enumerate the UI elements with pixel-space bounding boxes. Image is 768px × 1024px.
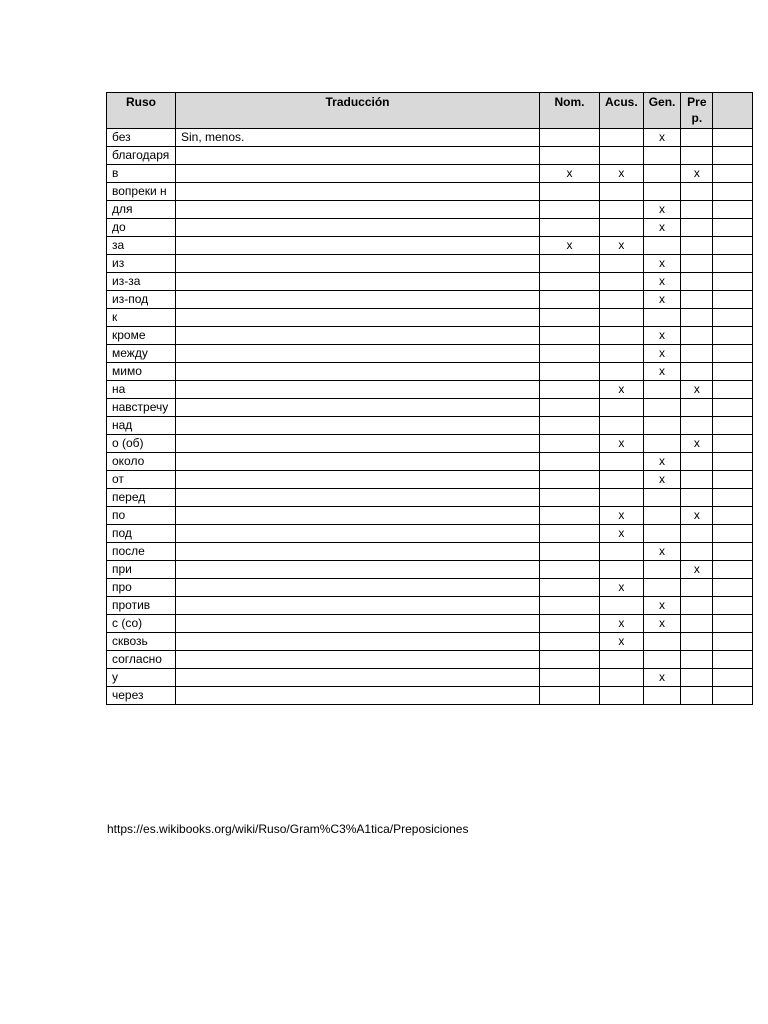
- cell-ruso: благодаря: [107, 147, 176, 165]
- cell-ruso: для: [107, 201, 176, 219]
- cell-prep: [681, 687, 713, 705]
- cell-nom: [540, 525, 600, 543]
- cell-trad: [176, 669, 540, 687]
- cell-ruso: навстречу: [107, 399, 176, 417]
- cell-trad: [176, 219, 540, 237]
- cell-ruso: над: [107, 417, 176, 435]
- table-header-row: [107, 93, 753, 129]
- cell-acus: [600, 687, 644, 705]
- table-row: [107, 435, 753, 453]
- cell-ruso: между: [107, 345, 176, 363]
- cell-prep: [681, 219, 713, 237]
- cell-gen: x: [643, 345, 681, 363]
- cell-gen: [643, 147, 681, 165]
- cell-acus: [600, 561, 644, 579]
- cell-prep: [681, 147, 713, 165]
- cell-trad: [176, 345, 540, 363]
- cell-prep: x: [681, 435, 713, 453]
- cell-trad: [176, 597, 540, 615]
- cell-acus: [600, 147, 644, 165]
- cell-prep: [681, 129, 713, 147]
- cell-nom: [540, 291, 600, 309]
- cell-acus: [600, 597, 644, 615]
- cell-trad: [176, 525, 540, 543]
- cell-nom: [540, 399, 600, 417]
- cell-extra: [713, 561, 753, 579]
- cell-prep: x: [681, 507, 713, 525]
- table-row: [107, 615, 753, 633]
- cell-extra: [713, 453, 753, 471]
- cell-gen: [643, 561, 681, 579]
- cell-nom: [540, 543, 600, 561]
- cell-extra: [713, 543, 753, 561]
- cell-extra: [713, 651, 753, 669]
- cell-prep: [681, 579, 713, 597]
- cell-prep: [681, 543, 713, 561]
- cell-prep: [681, 471, 713, 489]
- cell-trad: [176, 687, 540, 705]
- cell-extra: [713, 309, 753, 327]
- cell-ruso: по: [107, 507, 176, 525]
- cell-trad: [176, 381, 540, 399]
- cell-extra: [713, 381, 753, 399]
- cell-acus: [600, 183, 644, 201]
- cell-acus: [600, 669, 644, 687]
- cell-ruso: после: [107, 543, 176, 561]
- cell-acus: x: [600, 507, 644, 525]
- cell-prep: [681, 417, 713, 435]
- header-nom: Nom.: [540, 93, 600, 129]
- cell-trad: [176, 615, 540, 633]
- cell-prep: [681, 633, 713, 651]
- cell-prep: [681, 345, 713, 363]
- cell-nom: [540, 381, 600, 399]
- cell-trad: [176, 201, 540, 219]
- cell-prep: [681, 183, 713, 201]
- cell-extra: [713, 669, 753, 687]
- table-row: [107, 399, 753, 417]
- cell-ruso: из: [107, 255, 176, 273]
- cell-prep: x: [681, 381, 713, 399]
- cell-acus: [600, 291, 644, 309]
- cell-acus: [600, 417, 644, 435]
- table-row: [107, 291, 753, 309]
- cell-extra: [713, 129, 753, 147]
- cell-nom: [540, 201, 600, 219]
- cell-acus: [600, 309, 644, 327]
- cell-nom: [540, 435, 600, 453]
- cell-gen: x: [643, 453, 681, 471]
- table-row: [107, 579, 753, 597]
- cell-nom: [540, 597, 600, 615]
- table-row: [107, 165, 753, 183]
- cell-gen: x: [643, 597, 681, 615]
- cell-trad: [176, 363, 540, 381]
- cell-trad: [176, 489, 540, 507]
- cell-trad: [176, 417, 540, 435]
- cell-ruso: кроме: [107, 327, 176, 345]
- table-row: [107, 651, 753, 669]
- table-row: [107, 489, 753, 507]
- cell-trad: [176, 435, 540, 453]
- cell-extra: [713, 597, 753, 615]
- cell-ruso: сквозь: [107, 633, 176, 651]
- cell-gen: x: [643, 255, 681, 273]
- cell-gen: [643, 489, 681, 507]
- cell-prep: [681, 237, 713, 255]
- table-row: [107, 453, 753, 471]
- cell-prep: [681, 615, 713, 633]
- cell-gen: x: [643, 273, 681, 291]
- cell-acus: [600, 471, 644, 489]
- cell-prep: [681, 597, 713, 615]
- table-row: [107, 363, 753, 381]
- cell-gen: [643, 651, 681, 669]
- cell-ruso: через: [107, 687, 176, 705]
- cell-prep: [681, 201, 713, 219]
- cell-gen: [643, 165, 681, 183]
- cell-acus: [600, 219, 644, 237]
- header-extra: [713, 93, 753, 129]
- cell-trad: [176, 561, 540, 579]
- cell-gen: [643, 435, 681, 453]
- cell-nom: [540, 471, 600, 489]
- cell-ruso: мимо: [107, 363, 176, 381]
- cell-gen: [643, 579, 681, 597]
- cell-acus: x: [600, 165, 644, 183]
- cell-ruso: при: [107, 561, 176, 579]
- cell-nom: [540, 453, 600, 471]
- cell-extra: [713, 273, 753, 291]
- cell-ruso: до: [107, 219, 176, 237]
- cell-gen: x: [643, 363, 681, 381]
- cell-trad: [176, 237, 540, 255]
- cell-gen: x: [643, 327, 681, 345]
- table-row: [107, 327, 753, 345]
- cell-gen: [643, 399, 681, 417]
- cell-trad: [176, 633, 540, 651]
- cell-gen: [643, 381, 681, 399]
- cell-prep: [681, 669, 713, 687]
- cell-extra: [713, 417, 753, 435]
- cell-nom: [540, 507, 600, 525]
- cell-gen: [643, 183, 681, 201]
- cell-nom: [540, 561, 600, 579]
- cell-prep: [681, 453, 713, 471]
- table-row: [107, 633, 753, 651]
- cell-nom: [540, 345, 600, 363]
- cell-prep: [681, 291, 713, 309]
- source-url: https://es.wikibooks.org/wiki/Ruso/Gram%C3%A1tica/Preposiciones: [107, 822, 469, 836]
- cell-acus: x: [600, 579, 644, 597]
- cell-acus: [600, 273, 644, 291]
- cell-gen: x: [643, 615, 681, 633]
- cell-nom: [540, 651, 600, 669]
- cell-acus: [600, 453, 644, 471]
- cell-ruso: из-под: [107, 291, 176, 309]
- cell-trad: [176, 273, 540, 291]
- prepositions-table: [106, 92, 753, 705]
- cell-nom: x: [540, 237, 600, 255]
- table-row: [107, 219, 753, 237]
- cell-acus: x: [600, 633, 644, 651]
- cell-nom: [540, 615, 600, 633]
- cell-trad: [176, 453, 540, 471]
- cell-extra: [713, 345, 753, 363]
- cell-trad: [176, 183, 540, 201]
- cell-prep: [681, 525, 713, 543]
- cell-nom: [540, 327, 600, 345]
- cell-nom: [540, 633, 600, 651]
- cell-extra: [713, 363, 753, 381]
- cell-nom: [540, 579, 600, 597]
- table-row: [107, 255, 753, 273]
- cell-trad: [176, 165, 540, 183]
- cell-trad: [176, 471, 540, 489]
- cell-ruso: с (со): [107, 615, 176, 633]
- cell-extra: [713, 255, 753, 273]
- cell-extra: [713, 507, 753, 525]
- table-row: [107, 669, 753, 687]
- cell-gen: x: [643, 219, 681, 237]
- cell-extra: [713, 201, 753, 219]
- cell-extra: [713, 291, 753, 309]
- header-traduccion: Traducción: [176, 93, 540, 129]
- cell-nom: [540, 363, 600, 381]
- table-row: [107, 543, 753, 561]
- table-row: [107, 183, 753, 201]
- cell-nom: [540, 129, 600, 147]
- header-gen: Gen.: [643, 93, 681, 129]
- cell-extra: [713, 219, 753, 237]
- cell-ruso: без: [107, 129, 176, 147]
- cell-ruso: у: [107, 669, 176, 687]
- cell-ruso: о (об): [107, 435, 176, 453]
- cell-extra: [713, 399, 753, 417]
- cell-extra: [713, 579, 753, 597]
- cell-gen: [643, 309, 681, 327]
- cell-gen: x: [643, 201, 681, 219]
- cell-trad: [176, 327, 540, 345]
- cell-nom: [540, 417, 600, 435]
- cell-prep: [681, 399, 713, 417]
- cell-extra: [713, 327, 753, 345]
- cell-ruso: за: [107, 237, 176, 255]
- cell-gen: x: [643, 291, 681, 309]
- table-body: [107, 129, 753, 705]
- cell-ruso: согласно: [107, 651, 176, 669]
- cell-nom: [540, 255, 600, 273]
- cell-gen: x: [643, 543, 681, 561]
- cell-ruso: перед: [107, 489, 176, 507]
- table-row: [107, 561, 753, 579]
- cell-acus: x: [600, 525, 644, 543]
- table-row: [107, 345, 753, 363]
- cell-extra: [713, 525, 753, 543]
- cell-gen: x: [643, 471, 681, 489]
- table-row: [107, 273, 753, 291]
- cell-nom: [540, 183, 600, 201]
- cell-acus: [600, 345, 644, 363]
- cell-ruso: против: [107, 597, 176, 615]
- cell-ruso: про: [107, 579, 176, 597]
- cell-acus: [600, 201, 644, 219]
- table-row: [107, 471, 753, 489]
- cell-nom: [540, 219, 600, 237]
- cell-acus: x: [600, 435, 644, 453]
- table-row: [107, 147, 753, 165]
- table-row: [107, 201, 753, 219]
- table-row: [107, 507, 753, 525]
- cell-extra: [713, 237, 753, 255]
- cell-trad: [176, 291, 540, 309]
- cell-prep: [681, 327, 713, 345]
- cell-ruso: на: [107, 381, 176, 399]
- cell-nom: [540, 669, 600, 687]
- cell-ruso: из-за: [107, 273, 176, 291]
- cell-acus: [600, 399, 644, 417]
- table-row: [107, 237, 753, 255]
- cell-ruso: в: [107, 165, 176, 183]
- cell-ruso: около: [107, 453, 176, 471]
- cell-trad: [176, 579, 540, 597]
- cell-trad: [176, 399, 540, 417]
- cell-extra: [713, 615, 753, 633]
- cell-extra: [713, 633, 753, 651]
- cell-ruso: вопреки н: [107, 183, 176, 201]
- cell-prep: x: [681, 561, 713, 579]
- cell-prep: [681, 363, 713, 381]
- cell-nom: [540, 309, 600, 327]
- cell-extra: [713, 435, 753, 453]
- cell-trad: [176, 543, 540, 561]
- cell-acus: [600, 363, 644, 381]
- cell-nom: [540, 147, 600, 165]
- cell-gen: [643, 507, 681, 525]
- cell-gen: x: [643, 129, 681, 147]
- cell-extra: [713, 687, 753, 705]
- cell-trad: [176, 147, 540, 165]
- cell-nom: x: [540, 165, 600, 183]
- cell-ruso: к: [107, 309, 176, 327]
- cell-acus: x: [600, 237, 644, 255]
- cell-nom: [540, 273, 600, 291]
- cell-extra: [713, 183, 753, 201]
- cell-trad: Sin, menos.: [176, 129, 540, 147]
- cell-trad: [176, 255, 540, 273]
- cell-nom: [540, 489, 600, 507]
- cell-acus: [600, 255, 644, 273]
- cell-ruso: под: [107, 525, 176, 543]
- table-row: [107, 309, 753, 327]
- cell-gen: [643, 633, 681, 651]
- table-row: [107, 597, 753, 615]
- cell-acus: [600, 327, 644, 345]
- table-row: [107, 417, 753, 435]
- cell-trad: [176, 507, 540, 525]
- cell-trad: [176, 651, 540, 669]
- cell-prep: x: [681, 165, 713, 183]
- header-prep: Prep.: [681, 93, 713, 129]
- cell-prep: [681, 651, 713, 669]
- cell-acus: x: [600, 381, 644, 399]
- cell-gen: x: [643, 669, 681, 687]
- cell-acus: [600, 543, 644, 561]
- cell-gen: [643, 417, 681, 435]
- cell-gen: [643, 687, 681, 705]
- cell-prep: [681, 255, 713, 273]
- cell-nom: [540, 687, 600, 705]
- cell-acus: x: [600, 615, 644, 633]
- cell-acus: [600, 489, 644, 507]
- cell-extra: [713, 471, 753, 489]
- cell-extra: [713, 147, 753, 165]
- cell-gen: [643, 237, 681, 255]
- cell-prep: [681, 489, 713, 507]
- cell-extra: [713, 489, 753, 507]
- cell-extra: [713, 165, 753, 183]
- header-acus: Acus.: [600, 93, 644, 129]
- table-row: [107, 525, 753, 543]
- header-ruso: Ruso: [107, 93, 176, 129]
- table-row: [107, 381, 753, 399]
- cell-prep: [681, 273, 713, 291]
- cell-prep: [681, 309, 713, 327]
- cell-gen: [643, 525, 681, 543]
- cell-ruso: от: [107, 471, 176, 489]
- table-row: [107, 687, 753, 705]
- cell-acus: [600, 651, 644, 669]
- cell-trad: [176, 309, 540, 327]
- cell-acus: [600, 129, 644, 147]
- table-row: [107, 129, 753, 147]
